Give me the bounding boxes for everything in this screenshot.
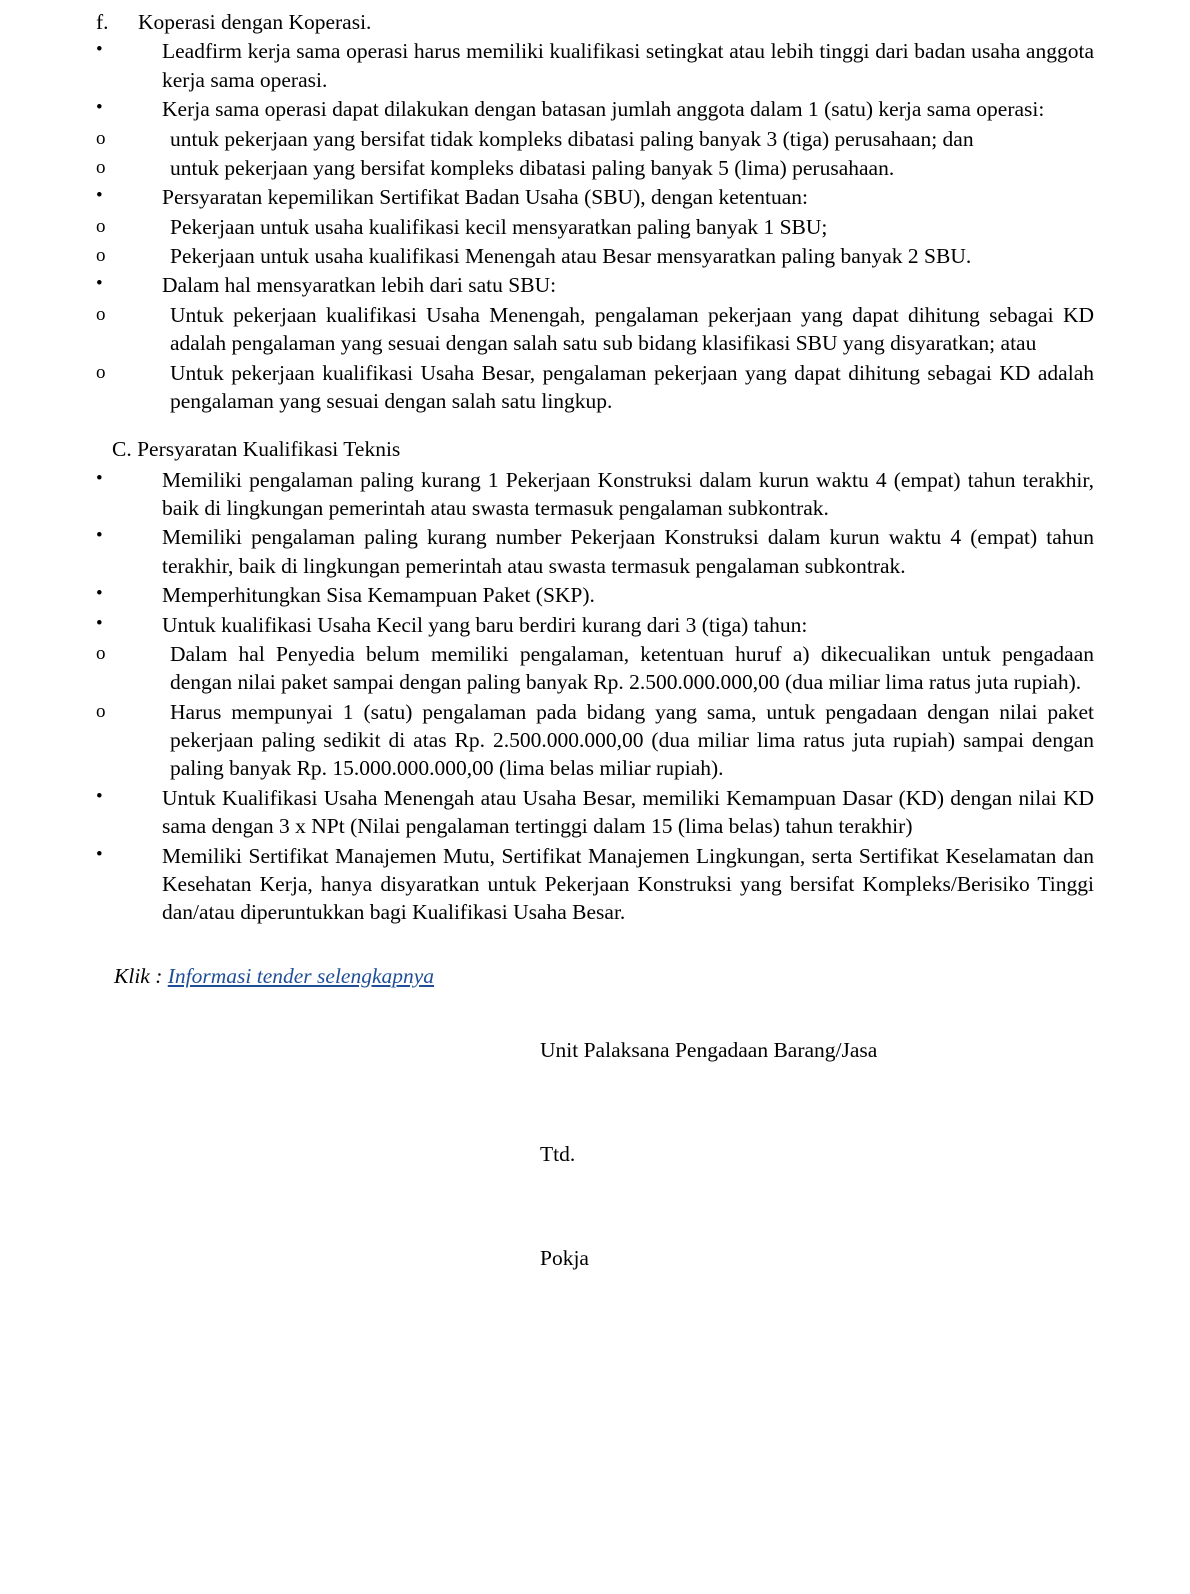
list-item xyxy=(96,784,1094,841)
list-item-text: Untuk pekerjaan kualifikasi Usaha Menengah, pengalaman pekerjaan yang dapat dihitung sebagai KD adalah pengalaman yang sesuai dengan salah satu sub bidang klasifikasi SBU yang disyaratkan; atau xyxy=(170,302,1094,356)
sub-list xyxy=(96,301,1094,416)
sub-list xyxy=(96,213,1094,271)
list-item xyxy=(96,359,1094,416)
circle-bullet-icon: o xyxy=(96,700,106,722)
sub-list xyxy=(96,640,1094,783)
bullet-icon: • xyxy=(96,39,103,61)
list-item-text: Pekerjaan untuk usaha kualifikasi kecil mensyaratkan paling banyak 1 SBU; xyxy=(170,214,828,239)
section-c-bullet-list xyxy=(96,466,1094,927)
list-item-text: Memperhitungkan Sisa Kemampuan Paket (SKP). xyxy=(162,583,595,608)
list-item xyxy=(96,183,1094,211)
list-item-text: Untuk kualifikasi Usaha Kecil yang baru berdiri kurang dari 3 (tiga) tahun: xyxy=(162,612,808,637)
list-item-text: Persyaratan kepemilikan Sertifikat Badan Usaha (SBU), dengan ketentuan: xyxy=(162,185,808,210)
klik-line xyxy=(114,961,1094,991)
list-item xyxy=(96,242,1094,270)
list-item-text: Dalam hal mensyaratkan lebih dari satu SBU: xyxy=(162,273,557,298)
list-item xyxy=(96,271,1094,299)
circle-bullet-icon: o xyxy=(96,245,106,266)
circle-bullet-icon: o xyxy=(96,642,106,664)
list-item xyxy=(96,8,1094,36)
bullet-icon: • xyxy=(96,583,103,605)
circle-bullet-icon: o xyxy=(96,303,106,325)
bullet-icon: • xyxy=(96,785,103,807)
list-item-text: Kerja sama operasi dapat dilakukan dengan batasan jumlah anggota dalam 1 (satu) kerja sama operasi: xyxy=(162,97,1045,122)
circle-bullet-icon: o xyxy=(96,127,106,149)
list-item xyxy=(96,466,1094,523)
list-item xyxy=(96,125,1094,153)
bullet-icon: • xyxy=(96,612,103,634)
informasi-tender-link[interactable]: Informasi tender selengkapnya xyxy=(167,963,435,988)
list-item-text: Memiliki pengalaman paling kurang 1 Pekerjaan Konstruksi dalam kurun waktu 4 (empat) tahun terakhir, baik di lingkungan pemerintah atau swasta termasuk pengalaman subkontrak. xyxy=(162,467,1094,520)
top-bullet-list xyxy=(96,37,1094,415)
bullet-icon: • xyxy=(96,843,103,865)
list-item-text: untuk pekerjaan yang bersifat kompleks dibatasi paling banyak 5 (lima) perusahaan. xyxy=(170,155,895,180)
list-item xyxy=(96,37,1094,94)
bullet-icon: • xyxy=(96,185,103,207)
section-heading-c: C. Persyaratan Kualifikasi Teknis xyxy=(112,437,401,462)
klik-label: Klik : xyxy=(114,963,168,988)
signature-ttd: Ttd. xyxy=(540,1141,576,1166)
list-item xyxy=(96,523,1094,580)
bullet-icon: • xyxy=(96,97,103,119)
signature-pokja: Pokja xyxy=(540,1245,589,1270)
signature-block xyxy=(96,1035,1094,1273)
list-item xyxy=(96,581,1094,609)
list-item xyxy=(96,154,1094,182)
list-item xyxy=(96,95,1094,123)
list-item-text: Pekerjaan untuk usaha kualifikasi Menengah atau Besar mensyaratkan paling banyak 2 SBU. xyxy=(170,244,972,268)
list-item-text: Harus mempunyai 1 (satu) pengalaman pada bidang yang sama, untuk pengadaan dengan nilai paket pekerjaan paling sedikit di atas Rp. 2.500.000.000,00 (dua miliar lima ratus juta rupiah) sampai dengan paling banyak Rp. 15.000.000.000,00 (lima belas miliar rupiah). xyxy=(170,699,1094,781)
circle-bullet-icon: o xyxy=(96,156,106,178)
list-item-text: Untuk Kualifikasi Usaha Menengah atau Usaha Besar, memiliki Kemampuan Dasar (KD) dengan nilai KD sama dengan 3 x NPt (Nilai pengalaman tertinggi dalam 15 (lima belas) tahun terakhir) xyxy=(162,785,1094,839)
list-item xyxy=(96,611,1094,639)
list-item xyxy=(96,842,1094,927)
list-item-text: Leadfirm kerja sama operasi harus memiliki kualifikasi setingkat atau lebih tinggi dari badan usaha anggota kerja sama operasi. xyxy=(162,39,1094,92)
list-item-text: untuk pekerjaan yang bersifat tidak kompleks dibatasi paling banyak 3 (tiga) perusahaan; dan xyxy=(170,126,974,151)
list-item-text: Untuk pekerjaan kualifikasi Usaha Besar, pengalaman pekerjaan yang dapat dihitung sebagai KD adalah pengalaman yang sesuai dengan salah satu lingkup. xyxy=(170,360,1094,413)
list-item-text: Koperasi dengan Koperasi. xyxy=(138,10,372,34)
alpha-list xyxy=(96,8,1094,36)
circle-bullet-icon: o xyxy=(96,361,106,383)
list-item xyxy=(96,640,1094,697)
bullet-icon: • xyxy=(96,273,103,295)
circle-bullet-icon: o xyxy=(96,215,106,237)
list-item xyxy=(96,698,1094,783)
bullet-icon: • xyxy=(96,467,103,489)
list-marker-alpha: f. xyxy=(96,10,109,34)
list-item xyxy=(96,213,1094,241)
list-item-text: Memiliki Sertifikat Manajemen Mutu, Sertifikat Manajemen Lingkungan, serta Sertifikat Keselamatan dan Kesehatan Kerja, hanya disyaratkan untuk Pekerjaan Konstruksi yang bersifat Kompleks/Berisiko Tinggi dan/atau diperuntukkan bagi Kualifikasi Usaha Besar. xyxy=(162,843,1094,925)
list-item-text: Dalam hal Penyedia belum memiliki pengalaman, ketentuan huruf a) dikecualikan untuk pengadaan dengan nilai paket sampai dengan paling banyak Rp. 2.500.000.000,00 (dua miliar lima ratus juta rupiah). xyxy=(170,641,1094,695)
list-item-text: Memiliki pengalaman paling kurang number Pekerjaan Konstruksi dalam kurun waktu 4 (empat) tahun terakhir, baik di lingkungan pemerintah atau swasta termasuk pengalaman subkontrak. xyxy=(162,525,1094,578)
list-item xyxy=(96,301,1094,358)
bullet-icon: • xyxy=(96,525,103,547)
sub-list xyxy=(96,125,1094,183)
signature-unit: Unit Palaksana Pengadaan Barang/Jasa xyxy=(540,1037,878,1062)
